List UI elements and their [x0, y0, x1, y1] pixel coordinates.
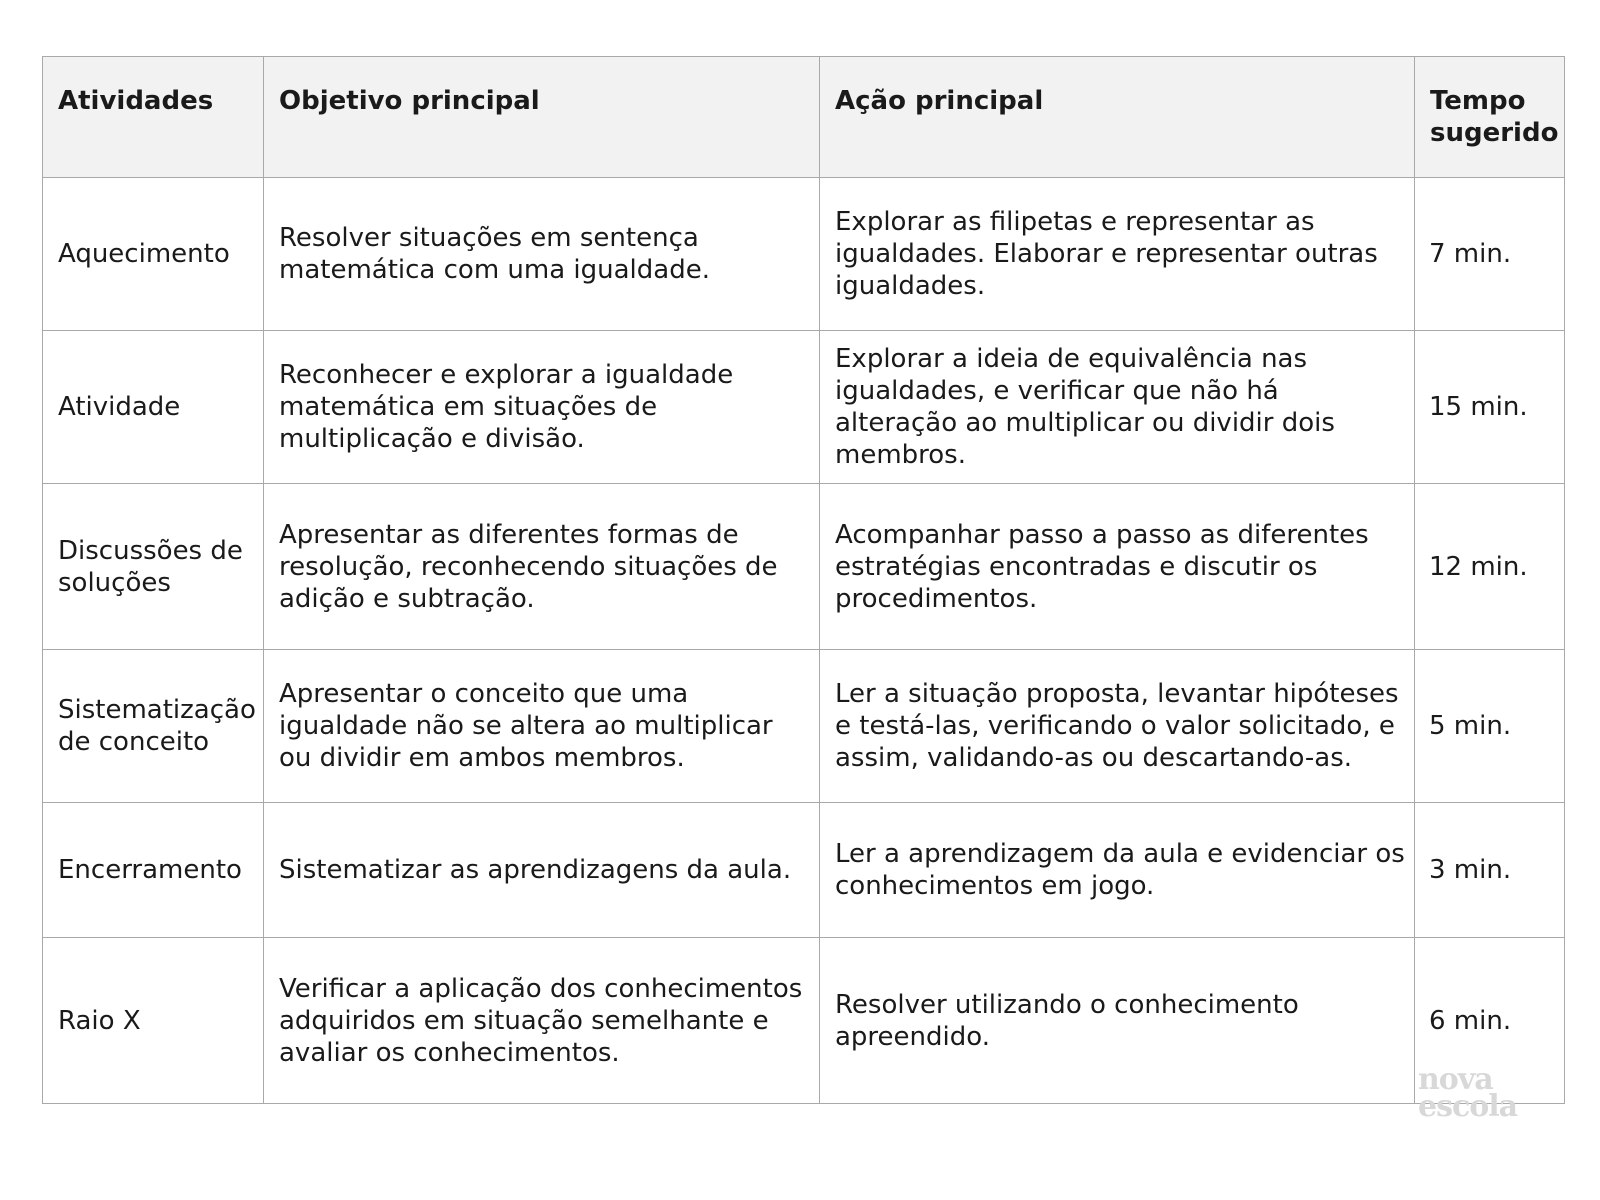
header-atividades: Atividades: [43, 57, 264, 178]
cell-tempo: 5 min.: [1415, 650, 1565, 803]
cell-objetivo: Reconhecer e explorar a igualdade matemática em situações de multiplicação e divisão.: [264, 331, 820, 484]
cell-objetivo: Sistematizar as aprendizagens da aula.: [264, 803, 820, 938]
cell-tempo: 3 min.: [1415, 803, 1565, 938]
header-tempo-sugerido: Tempo sugerido: [1415, 57, 1565, 178]
logo-line-escola: escola: [1418, 1089, 1518, 1124]
cell-acao: Ler a situação proposta, levantar hipóteses e testá-las, verificando o valor solicitado, e assim, validando-as ou descartando-as.: [820, 650, 1415, 803]
cell-acao: Ler a aprendizagem da aula e evidenciar os conhecimentos em jogo.: [820, 803, 1415, 938]
cell-atividade: Aquecimento: [43, 178, 264, 331]
table-row: [43, 650, 1565, 803]
cell-atividade: Encerramento: [43, 803, 264, 938]
table-row: [43, 938, 1565, 1104]
lesson-plan-table: [42, 56, 1565, 1104]
table-header-row: [43, 57, 1565, 178]
cell-acao: Explorar as filipetas e representar as igualdades. Elaborar e representar outras igualdades.: [820, 178, 1415, 331]
table-row: [43, 803, 1565, 938]
cell-acao: Resolver utilizando o conhecimento apreendido.: [820, 938, 1415, 1104]
nova-escola-logo: [1418, 1062, 1518, 1124]
cell-objetivo: Apresentar as diferentes formas de resolução, reconhecendo situações de adição e subtração.: [264, 484, 820, 650]
cell-atividade: Atividade: [43, 331, 264, 484]
cell-atividade: Sistematização de conceito: [43, 650, 264, 803]
cell-tempo: 15 min.: [1415, 331, 1565, 484]
cell-atividade: Discussões de soluções: [43, 484, 264, 650]
cell-tempo: 7 min.: [1415, 178, 1565, 331]
logo-line-nova: nova: [1418, 1062, 1493, 1097]
cell-objetivo: Resolver situações em sentença matemática com uma igualdade.: [264, 178, 820, 331]
table-row: [43, 484, 1565, 650]
table-row: [43, 331, 1565, 484]
cell-tempo: 12 min.: [1415, 484, 1565, 650]
cell-acao: Explorar a ideia de equivalência nas igualdades, e verificar que não há alteração ao multiplicar ou dividir dois membros.: [820, 331, 1415, 484]
table-row: [43, 178, 1565, 331]
cell-objetivo: Verificar a aplicação dos conhecimentos adquiridos em situação semelhante e avaliar os conhecimentos.: [264, 938, 820, 1104]
cell-tempo: 6 min.: [1415, 938, 1565, 1104]
cell-objetivo: Apresentar o conceito que uma igualdade não se altera ao multiplicar ou dividir em ambos membros.: [264, 650, 820, 803]
cell-acao: Acompanhar passo a passo as diferentes estratégias encontradas e discutir os procedimentos.: [820, 484, 1415, 650]
header-acao-principal: Ação principal: [820, 57, 1415, 178]
cell-atividade: Raio X: [43, 938, 264, 1104]
header-objetivo-principal: Objetivo principal: [264, 57, 820, 178]
